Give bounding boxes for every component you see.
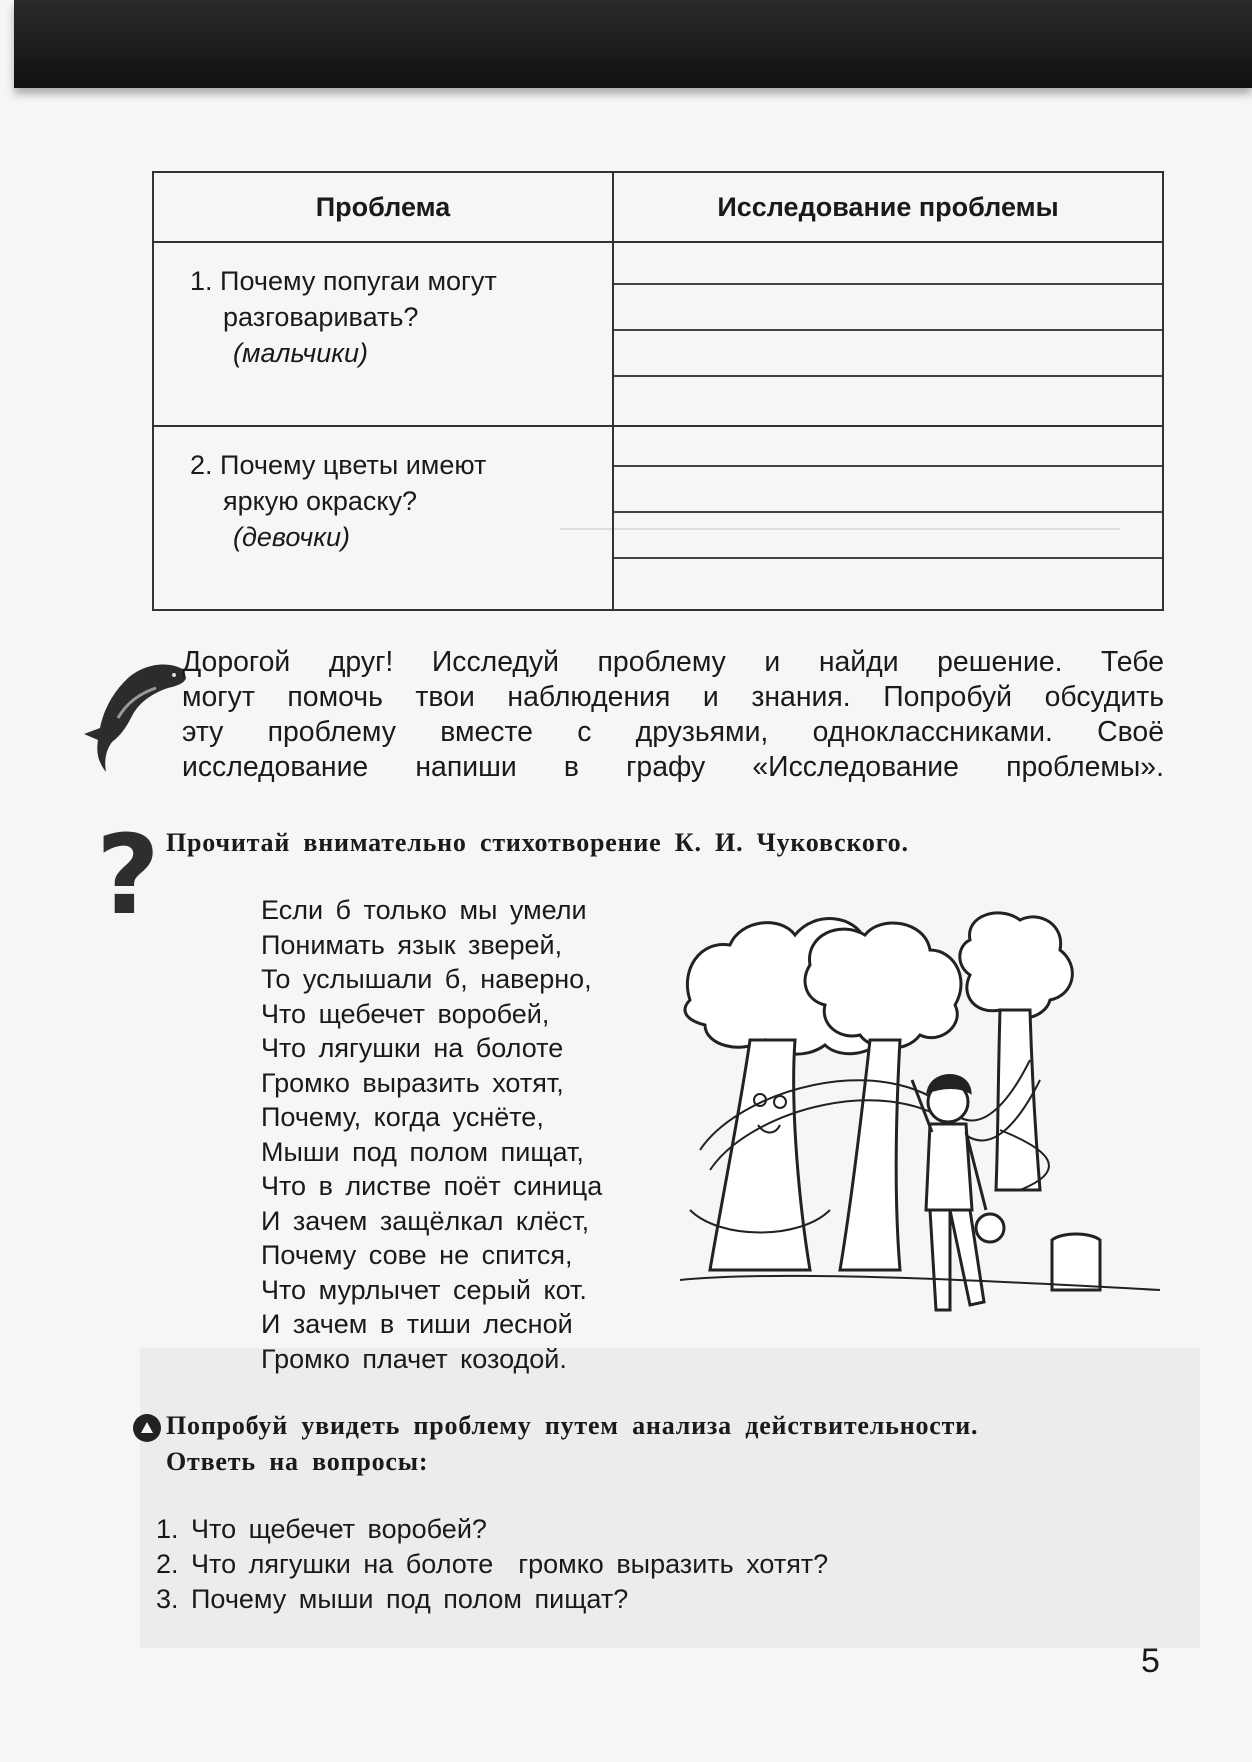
- problem-number: 1.: [190, 266, 213, 296]
- problem-text-line1: Почему цветы имеют: [220, 450, 487, 480]
- research-cell-1[interactable]: [613, 242, 1163, 426]
- forest-boy-illustration: [680, 910, 1170, 1370]
- poem-line: Мыши под полом пищат,: [261, 1136, 584, 1167]
- poem-line: Почему сове не спится,: [261, 1240, 573, 1270]
- problem-text-line2: разговаривать?: [223, 302, 419, 332]
- dolphin-icon: [80, 658, 190, 778]
- poem-line: И зачем в тиши лесной: [261, 1309, 573, 1339]
- task-read-poem: Прочитай внимательно стихотворение К. И. Чуковского.: [166, 828, 909, 857]
- problem-cell-2: [153, 426, 613, 610]
- problem-cell-1: [153, 242, 613, 426]
- poem-line: Что щебечет воробей,: [261, 998, 550, 1029]
- task-analyze-line1: Попробуй увидеть проблему путем анализа действительности.: [166, 1411, 979, 1440]
- poem-line: Понимать язык зверей,: [261, 929, 563, 960]
- problem-text-line1: Почему попугаи могут: [220, 266, 497, 296]
- table-row: [153, 426, 1163, 610]
- poem-line: Что лягушки на болоте: [261, 1033, 564, 1063]
- list-item: 1. Что щебечет воробей?: [156, 1514, 487, 1544]
- problem-note: (девочки): [233, 522, 350, 552]
- list-item: 2. Что лягушки на болоте громко выразить хотят?: [156, 1549, 829, 1579]
- instruction-line: исследование напиши в графу «Исследование проблемы».: [182, 751, 1164, 783]
- instruction-line: Дорогой друг! Исследуй проблему и найди решение. Тебе: [182, 646, 1164, 678]
- problem-table: [152, 171, 1164, 611]
- table-header-research: Исследование проблемы: [613, 172, 1163, 242]
- page-number: 5: [1141, 1642, 1160, 1680]
- poem-line: Громко выразить хотят,: [261, 1067, 564, 1098]
- table-header-problem: Проблема: [153, 172, 613, 242]
- problem-note: (мальчики): [233, 338, 368, 368]
- research-cell-2[interactable]: [613, 426, 1163, 610]
- instruction-paragraph: [182, 645, 1164, 785]
- instruction-line: могут помочь твои наблюдения и знания. Попробуй обсудить: [182, 681, 1164, 713]
- question-mark-icon: ?: [96, 811, 160, 939]
- poem-line: Почему, когда уснёте,: [261, 1102, 544, 1132]
- top-edge-band: [14, 0, 1252, 88]
- poem-line: Что в листве поёт синица: [261, 1171, 603, 1201]
- poem-line: То услышали б, наверно,: [261, 964, 592, 994]
- poem-line: Что мурлычет серый кот.: [261, 1274, 587, 1305]
- problem-number: 2.: [190, 450, 213, 480]
- problem-text-line2: яркую окраску?: [223, 486, 417, 516]
- poem-line: И зачем защёлкал клёст,: [261, 1205, 590, 1236]
- task-bullet-icon: [133, 1414, 161, 1442]
- table-row: [153, 242, 1163, 426]
- question-list: [156, 1512, 828, 1617]
- poem-line: Громко плачет козодой.: [261, 1343, 567, 1374]
- poem-line: Если б только мы умели: [261, 895, 587, 925]
- list-item: 3. Почему мыши под полом пищат?: [156, 1584, 629, 1614]
- poem: [261, 893, 602, 1376]
- instruction-line: эту проблему вместе с друзьями, одноклассниками. Своё: [182, 716, 1164, 748]
- task-analyze-line2: Ответь на вопросы:: [166, 1447, 429, 1476]
